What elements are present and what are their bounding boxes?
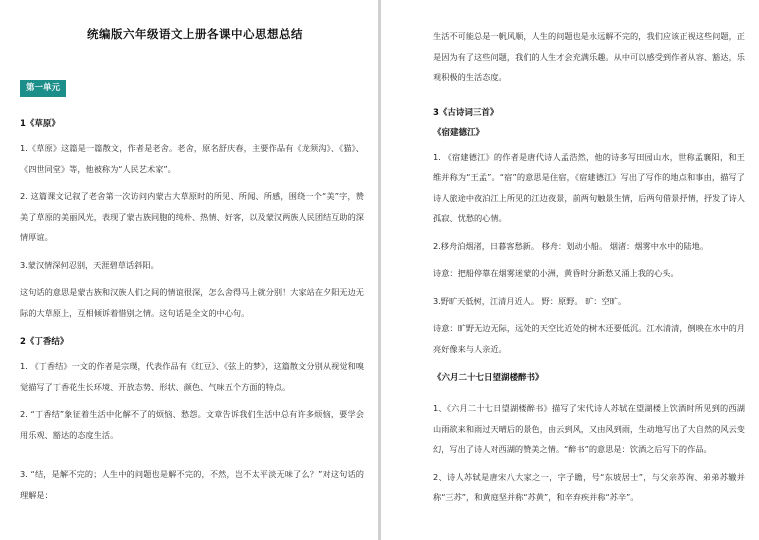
paragraph: 2. 这篇课文记叙了老舍第一次访问内蒙古大草原时的所见、所闻、所感，围绕一个“美”字，赞美了草原的美丽风光，表现了蒙古族同胞的纯朴、热情、好客，以及蒙汉两族人民团结互助的深情厚谊。 [20,191,364,242]
document-title: 统编版六年级语文上册各课中心思想总结 [87,27,303,41]
section-heading-gushici: 3《古诗词三首》 [433,107,499,118]
section-heading-dingxiangjie: 2《丁香结》 [20,337,69,347]
section-heading-caoyuan: 1《草原》 [20,119,60,129]
paragraph: 诗意：把船停靠在烟雾迷蒙的小洲，黄昏时分新愁又涌上我的心头。 [433,268,679,278]
poem-title-wanghulou: 《六月二十七日望湖楼醉书》 [433,373,544,383]
paragraph: 诗意：旷野无边无际，远处的天空比近处的树木还要低沉。江水清清，倒映在水中的月亮好像来与人亲近。 [433,323,745,354]
paragraph: 3. “结，是解不完的；人生中的问题也是解不完的，不然，岂不太平淡无味了么？”对这句话的理解是： [20,469,364,500]
poem-title-sujiandejiang: 《宿建德江》 [433,127,485,138]
paragraph: 1. 《宿建德江》的作者是唐代诗人孟浩然，他的诗多写田园山水，世称孟襄阳，和王维并称为“王孟”。“宿”的意思是住宿，《宿建德江》写出了写作的地点和事由，描写了诗人旅途中夜泊江上所见的江边夜景，前两句触景生情，后两句借景抒情，抒发了诗人孤寂、忧愁的心情。 [433,151,745,223]
paragraph: 3.蒙汉情深何忍别，天涯碧草话斜阳。 [20,259,159,270]
paragraph: 1、《六月二十七日望湖楼醉书》描写了宋代诗人苏轼在望湖楼上饮酒时所见到的西湖山雨欲来和雨过天晴后的景色，由云到风，又由风到雨，生动地写出了大自然的风云变幻，写出了诗人对西湖的赞美之情。“醉书”的意思是：饮酒之后写下的作品。 [433,403,745,454]
left-page [0,0,378,540]
paragraph: 2. “丁香结”象征着生活中化解不了的烦恼、愁怨。文章告诉我们生活中总有许多烦恼，要学会用乐观、豁达的态度生活。 [20,409,364,440]
paragraph: 这句话的意思是蒙古族和汉族人们之间的情谊很深，怎么舍得马上就分别！大家站在夕阳无边无际的大草原上，互相倾诉着惜别之情。这句话是全文的中心句。 [20,287,364,318]
paragraph: 1.《草原》这篇是一篇散文，作者是老舍。老舍，原名舒庆春，主要作品有《龙须沟》、《猫》、《四世同堂》等，他被称为“人民艺术家”。 [20,143,364,174]
paragraph: 1. 《丁香结》一文的作者是宗璞，代表作品有《红豆》、《弦上的梦》，这篇散文分别从视觉和嗅觉描写了丁香花生长环境、开放态势、形状、颜色、气味五个方面的特点。 [20,361,364,392]
paragraph: 3.野旷天低树，江清月近人。 野：原野。 旷：空旷。 [433,295,627,306]
right-page [381,0,759,540]
unit-badge: 第一单元 [20,80,66,97]
paragraph: 2、诗人苏轼是唐宋八大家之一，字子瞻，号“东坡居士”，与父亲苏洵、弟弟苏辙并称“三苏”，和黄庭坚并称“苏黄”，和辛弃疾并称“苏辛”。 [433,471,745,502]
paragraph: 2.移舟泊烟渚，日暮客愁新。 移舟：划动小船。 烟渚：烟雾中水中的陆地。 [433,240,709,251]
paragraph: 生活不可能总是一帆风顺，人生的问题也是永远解不完的，我们应该正视这些问题，正是因为有了这些问题，我们的人生才会充满乐趣。从中可以感受到作者从容、豁达，乐观积极的生活态度。 [433,31,745,82]
